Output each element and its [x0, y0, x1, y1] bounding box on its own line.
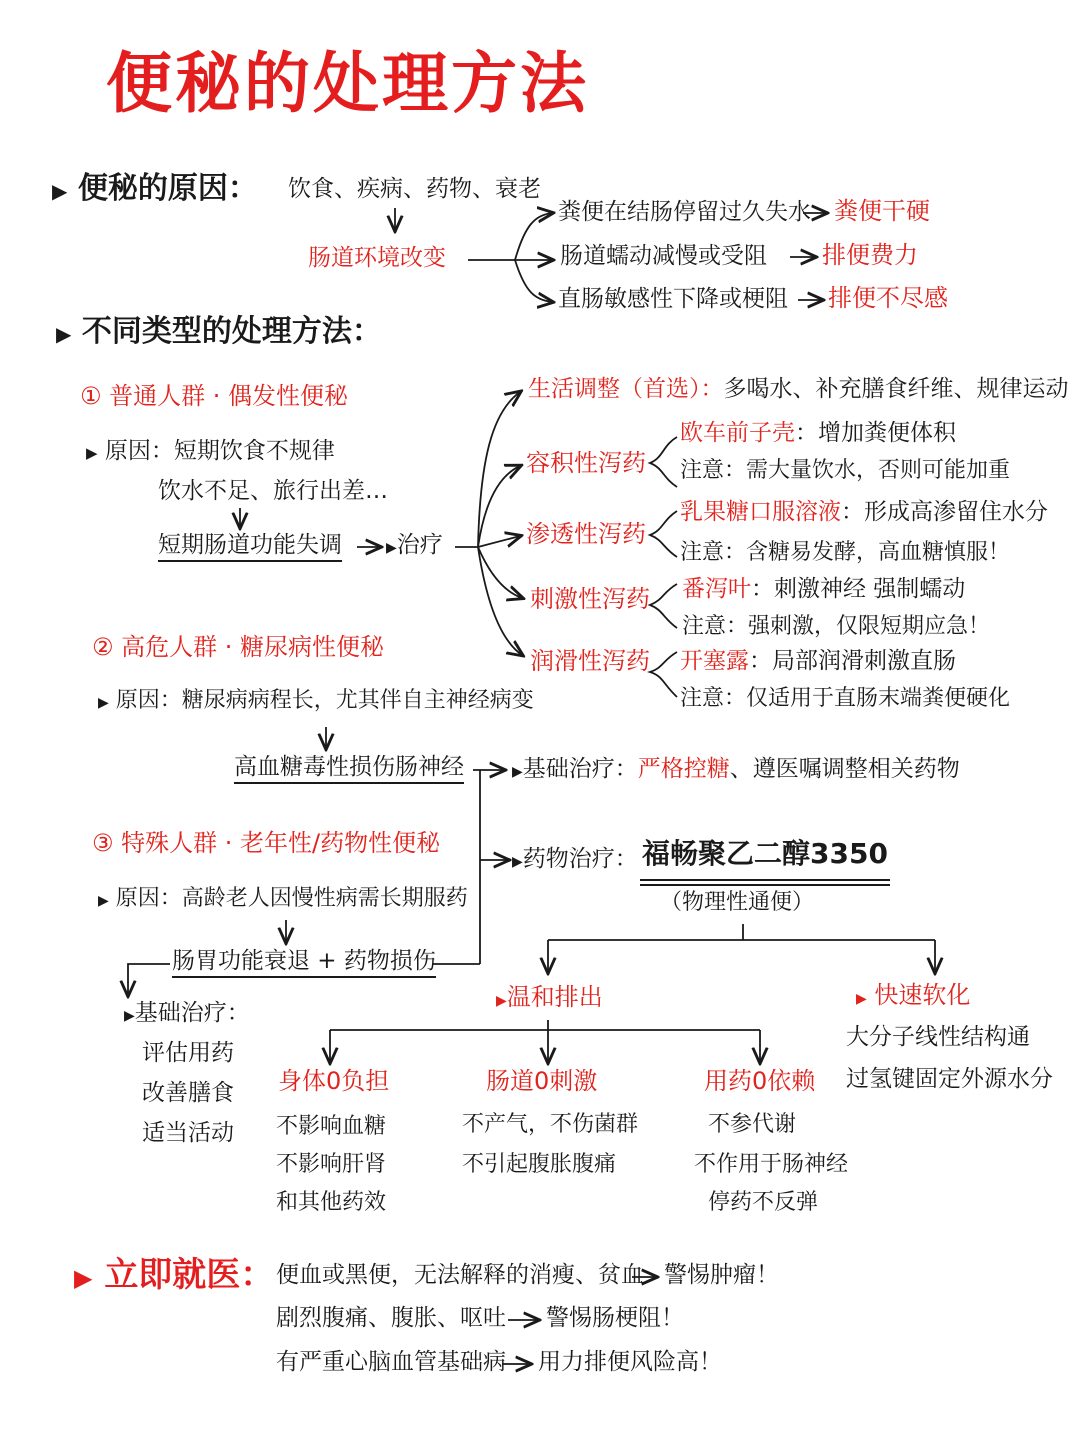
treatment-drug-line-3 [682, 576, 965, 602]
group3-cause [98, 886, 468, 911]
gentle-col-item: 不产气，不伤菌群 [462, 1112, 639, 1137]
urgent-cause-1: 便血或黑便，无法解释的消瘦、贫血 [276, 1262, 644, 1288]
urgent-cause-3: 有严重心脑血管基础病 [276, 1349, 506, 1375]
group2-basic-label: 基础治疗： [522, 756, 638, 782]
gentle-label [496, 984, 603, 1012]
triangle-bullet-icon: ▶ [124, 1008, 135, 1024]
cause-branch-3: 直肠敏感性下降或梗阻 [558, 286, 788, 312]
causes-heading [52, 172, 258, 207]
treatment-note-3: 注意：强刺激，仅限短期应急！ [682, 614, 991, 639]
group2-result: 高血糖毒性损伤肠神经 [234, 754, 464, 784]
methods-heading-text: 不同类型的处理方法： [81, 314, 382, 349]
treatment-desc-4: ：局部润滑刺激直肠 [749, 648, 956, 674]
group2-cause [98, 688, 534, 713]
gentle-col-title-3: 用药0依赖 [704, 1067, 816, 1095]
group1-treat-text: 治疗 [396, 532, 443, 558]
gentle-col-item: 停药不反弹 [708, 1190, 819, 1215]
treatment-type-3: 刺激性泻药 [530, 585, 650, 613]
urgent-warn-2: 警惕肠梗阻！ [546, 1305, 684, 1331]
group2-title: ② 高危人群 · 糖尿病性便秘 [92, 633, 385, 661]
lifestyle-line [528, 376, 1069, 402]
triangle-bullet-icon: ▶ [74, 1264, 93, 1292]
methods-heading [56, 315, 382, 350]
group3-cause-text: 原因：高龄老人因慢性病需长期服药 [115, 886, 468, 911]
group1-title: ① 普通人群 · 偶发性便秘 [80, 382, 349, 410]
group1-cause-line2: 饮水不足、旅行出差… [158, 478, 388, 504]
group3-basic-item: 评估用药 [142, 1040, 234, 1066]
group3-basic-label-text: 基础治疗： [134, 1000, 250, 1026]
group3-basic-item: 改善膳食 [142, 1080, 234, 1106]
gentle-col-item: 不参代谢 [708, 1112, 797, 1137]
triangle-bullet-icon: ▶ [52, 179, 68, 203]
treatment-desc-2: ：形成高渗留住水分 [841, 499, 1048, 525]
group3-title: ③ 特殊人群 · 老年性/药物性便秘 [92, 829, 441, 857]
treatment-type-4: 润滑性泻药 [530, 647, 650, 675]
triangle-bullet-icon: ▶ [56, 322, 72, 346]
treatment-drug-3: 番泻叶 [682, 576, 751, 602]
cause-effect-1: 粪便干硬 [834, 197, 930, 225]
lifestyle-label: 生活调整（首选）： [528, 376, 724, 402]
treatment-note-4: 注意：仅适用于直肠末端粪便硬化 [680, 686, 1011, 711]
urgent-cause-2: 剧烈腹痛、腹胀、呕吐 [276, 1305, 506, 1331]
cause-branch-1: 粪便在结肠停留过久失水 [558, 199, 811, 225]
group3-drug-name: 福畅聚乙二醇3350 [642, 837, 888, 870]
urgent-heading-text: 立即就医： [104, 1255, 275, 1295]
group2-basic [512, 756, 960, 782]
causes-heading-text: 便秘的原因： [77, 171, 258, 206]
treatment-type-2: 渗透性泻药 [526, 520, 646, 548]
gentle-col-item: 不作用于肠神经 [694, 1152, 849, 1177]
treatment-drug-line-4 [680, 648, 956, 674]
triangle-bullet-icon: ▶ [86, 444, 98, 462]
triangle-bullet-icon: ▶ [98, 695, 109, 711]
treatment-drug-1: 欧车前子壳 [680, 420, 795, 446]
group1-cause-text: 原因：短期饮食不规律 [104, 438, 335, 464]
fast-label [856, 982, 970, 1010]
page-title: 便秘的处理方法 [106, 45, 589, 122]
treatment-note-2: 注意：含糖易发酵，高血糖慎服！ [680, 540, 1011, 565]
gentle-col-item: 不引起腹胀腹痛 [462, 1152, 617, 1177]
gentle-label-text: 温和排出 [506, 983, 603, 1011]
treatment-drug-line-2 [680, 499, 1048, 525]
triangle-bullet-icon: ▶ [496, 993, 507, 1009]
group3-basic-label [124, 1000, 250, 1026]
gentle-col-item: 不影响肝肾 [276, 1152, 387, 1177]
group3-drug-sub: （物理性通便） [660, 890, 815, 915]
causes-factors: 饮食、疾病、药物、衰老 [288, 176, 541, 202]
triangle-bullet-icon: ▶ [98, 893, 109, 909]
fast-line: 大分子线性结构通 [846, 1024, 1030, 1050]
triangle-bullet-icon: ▶ [512, 764, 523, 780]
group2-basic-red: 严格控糖 [637, 756, 730, 782]
treatment-desc-1: ：增加粪便体积 [795, 420, 956, 446]
group3-drug-label [512, 846, 638, 872]
treatment-drug-line-1 [680, 420, 956, 446]
cause-effect-2: 排便费力 [822, 241, 918, 269]
triangle-bullet-icon: ▶ [856, 991, 867, 1007]
treatment-type-1: 容积性泻药 [526, 449, 646, 477]
treatment-desc-3: ：刺激神经 强制蠕动 [751, 576, 966, 602]
group3-drug-label-text: 药物治疗： [522, 846, 638, 872]
group2-basic-text: 、遵医嘱调整相关药物 [729, 756, 960, 782]
group1-treat [386, 532, 443, 558]
triangle-bullet-icon: ▶ [386, 540, 397, 556]
group3-basic-item: 适当活动 [142, 1120, 234, 1146]
fast-line: 过氢键固定外源水分 [846, 1066, 1053, 1092]
gentle-col-item: 和其他药效 [276, 1190, 387, 1215]
group3-result: 肠胃功能衰退 + 药物损伤 [172, 948, 436, 978]
triangle-bullet-icon: ▶ [512, 854, 523, 870]
lifestyle-text: 多喝水、补充膳食纤维、规律运动 [723, 376, 1069, 402]
group1-cause-line1 [86, 438, 335, 464]
urgent-heading [74, 1256, 274, 1295]
causes-result: 肠道环境改变 [308, 245, 446, 271]
group1-result: 短期肠道功能失调 [158, 532, 342, 562]
gentle-col-title-2: 肠道0刺激 [486, 1067, 598, 1095]
gentle-col-title-1: 身体0负担 [278, 1067, 390, 1095]
treatment-drug-4: 开塞露 [680, 648, 749, 674]
fast-label-text: 快速软化 [874, 981, 971, 1009]
urgent-warn-1: 警惕肿瘤！ [664, 1262, 779, 1288]
urgent-warn-3: 用力排便风险高！ [538, 1349, 722, 1375]
treatment-note-1: 注意：需大量饮水，否则可能加重 [680, 458, 1011, 483]
group2-cause-text: 原因：糖尿病病程长，尤其伴自主神经病变 [115, 688, 534, 713]
gentle-col-item: 不影响血糖 [276, 1114, 387, 1139]
cause-branch-2: 肠道蠕动减慢或受阻 [560, 243, 767, 269]
treatment-drug-2: 乳果糖口服溶液 [680, 499, 841, 525]
cause-effect-3: 排便不尽感 [828, 284, 948, 312]
